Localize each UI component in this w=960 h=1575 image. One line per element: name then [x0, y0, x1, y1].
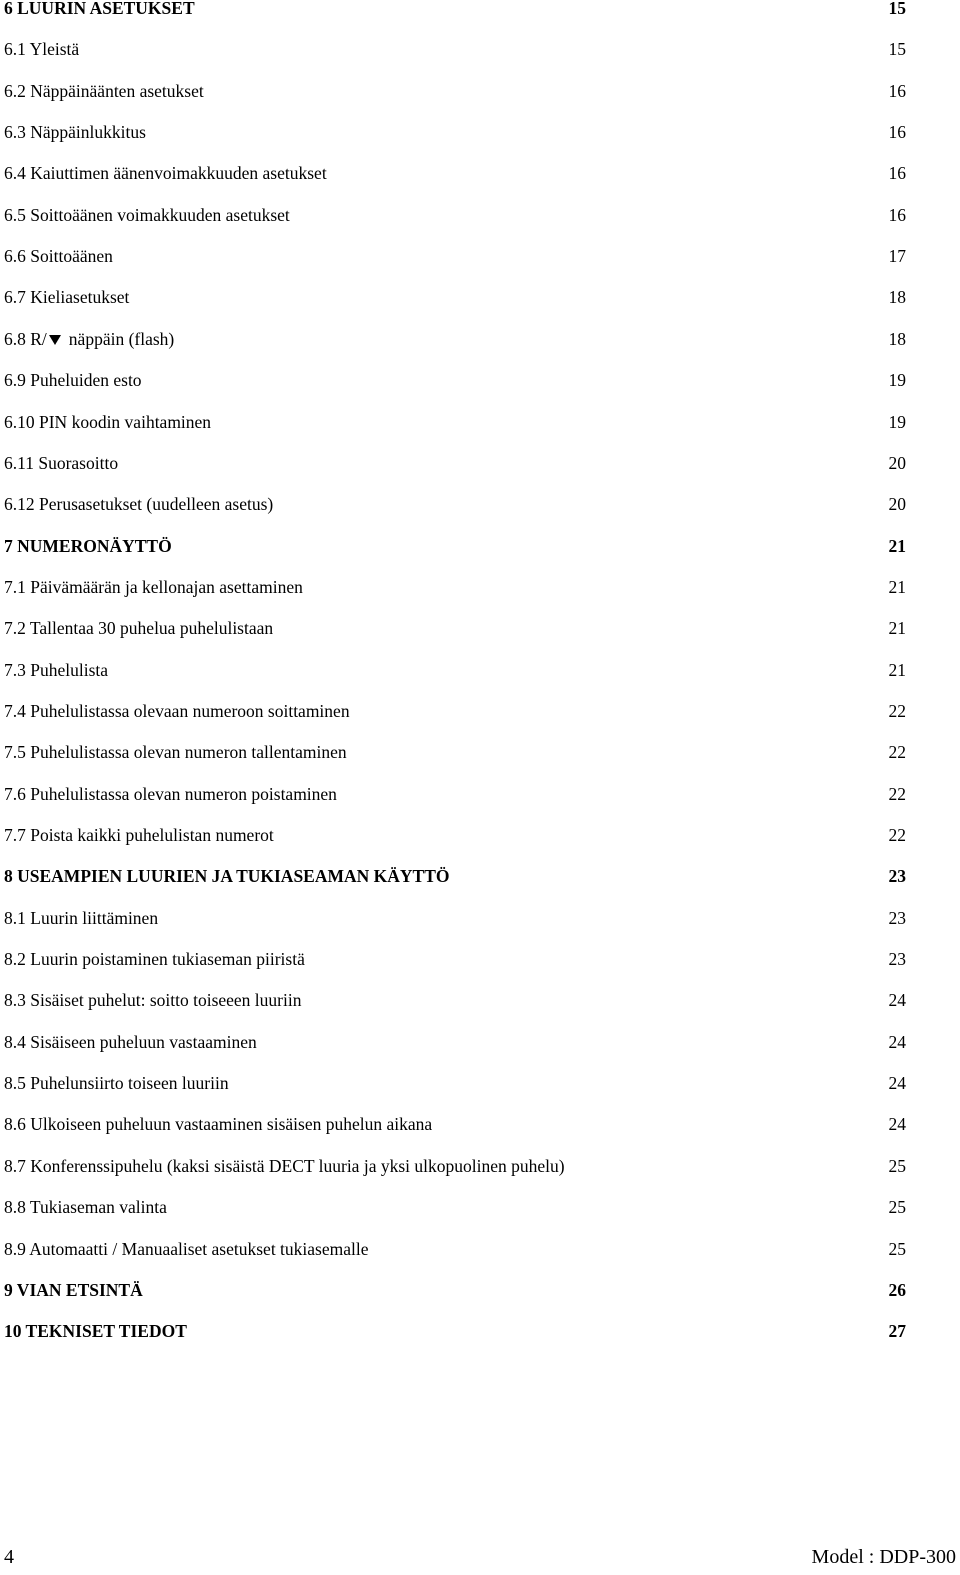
toc-row	[4, 163, 906, 204]
toc-entry-title	[4, 329, 174, 349]
toc-entry-page: 25	[888, 1155, 906, 1176]
toc-entry-page: 24	[888, 990, 906, 1011]
toc-row	[4, 1156, 906, 1197]
toc-row	[4, 1280, 906, 1321]
toc-entry-page: 24	[888, 1114, 906, 1135]
toc-entry-page: 22	[888, 825, 906, 845]
toc-entry-title: 7.6 Puhelulistassa olevan numeron poistaminen	[4, 783, 337, 804]
toc-row	[4, 784, 906, 825]
toc-entry-page: 26	[888, 1279, 906, 1300]
toc-row	[4, 39, 906, 80]
toc-entry-title: 7.1 Päivämäärän ja kellonajan asettaminen	[4, 576, 303, 597]
toc-entry-page: 21	[888, 535, 906, 556]
toc-entry-title: 6.10 PIN koodin vaihtaminen	[4, 411, 212, 432]
toc-entry-title: 6.6 Soittoäänen	[4, 246, 113, 267]
toc-entry-page: 21	[888, 576, 906, 597]
toc-entry-page: 21	[888, 618, 906, 639]
down-triangle-icon	[49, 335, 61, 345]
toc-row	[4, 329, 906, 370]
toc-row	[4, 1197, 906, 1238]
toc-row	[4, 494, 906, 535]
toc-entry-page: 17	[888, 246, 906, 267]
toc-entry-title: 8.9 Automaatti / Manuaaliset asetukset tukiasemalle	[4, 1238, 369, 1259]
toc-entry-page: 18	[888, 287, 906, 308]
toc-row	[4, 536, 906, 577]
toc-row	[4, 577, 906, 618]
footer-model: Model : DDP-300	[811, 1546, 956, 1568]
toc-row	[4, 825, 906, 866]
toc-entry-page: 25	[888, 1238, 906, 1259]
toc-entry-title: 6.3 Näppäinlukkitus	[4, 122, 146, 143]
toc-entry-title: 8.6 Ulkoiseen puheluun vastaaminen sisäisen puhelun aikana	[4, 1114, 433, 1135]
toc-entry-page: 24	[888, 1073, 906, 1094]
toc-entry-page: 23	[888, 907, 906, 928]
toc-entry-page: 15	[888, 39, 906, 60]
toc-entry-page: 19	[888, 411, 906, 432]
toc-entry-page: 16	[888, 80, 906, 101]
toc-entry-title: 8.7 Konferenssipuhelu (kaksi sisäistä DECT luuria ja yksi ulkopuolinen puhelu)	[4, 1155, 565, 1176]
toc-row	[4, 990, 906, 1031]
toc-entry-page: 23	[888, 949, 906, 970]
toc-row	[4, 1321, 906, 1362]
toc-entry-title: 8 USEAMPIEN LUURIEN JA TUKIASEAMAN KÄYTTÖ	[4, 866, 450, 887]
toc-entry-page: 22	[888, 700, 906, 721]
toc-entry-page: 22	[888, 742, 906, 763]
toc-entry-page: 19	[888, 370, 906, 391]
toc-entry-title: 8.1 Luurin liittäminen	[4, 907, 159, 928]
toc-entry-title: 6.7 Kieliasetukset	[4, 287, 130, 308]
toc-entry-page: 16	[888, 204, 906, 225]
toc-entry-title-prefix: 6.8 R/	[4, 328, 47, 349]
toc-entry-title: 6.12 Perusasetukset (uudelleen asetus)	[4, 494, 274, 515]
toc-row	[4, 246, 906, 287]
toc-row	[4, 660, 906, 701]
toc-entry-page: 23	[888, 866, 906, 887]
toc-entry-title: 6.1 Yleistä	[4, 39, 80, 60]
toc-entry-title-suffix: näppäin (flash)	[68, 328, 175, 349]
toc-row	[4, 1239, 906, 1280]
toc-row	[4, 370, 906, 411]
toc-entry-page: 16	[888, 122, 906, 143]
toc-entry-title: 8.2 Luurin poistaminen tukiaseman piiristä	[4, 949, 305, 970]
toc-entry-title: 8.5 Puhelunsiirto toiseen luuriin	[4, 1073, 229, 1094]
toc-entry-title: 6.11 Suorasoitto	[4, 452, 119, 473]
toc-entry-title: 7 NUMERONÄYTTÖ	[4, 535, 172, 556]
toc-entry-title: 7.5 Puhelulistassa olevan numeron tallentaminen	[4, 742, 347, 763]
toc-entry-page: 18	[888, 328, 906, 349]
toc-row	[4, 412, 906, 453]
toc-entry-page: 22	[888, 783, 906, 804]
toc-entry-title: 8.3 Sisäiset puhelut: soitto toiseeen luuriin	[4, 990, 302, 1011]
toc-row	[4, 453, 906, 494]
toc-entry-page: 27	[888, 1321, 906, 1342]
toc-entry-page: 24	[888, 1031, 906, 1052]
toc-entry-page: 25	[888, 1197, 906, 1218]
toc-row	[4, 1114, 906, 1155]
toc-entry-title: 8.8 Tukiaseman valinta	[4, 1197, 167, 1218]
toc-entry-title: 7.7 Poista kaikki puhelulistan numerot	[4, 825, 274, 845]
toc-entry-page: 20	[888, 452, 906, 473]
toc-row	[4, 618, 906, 659]
toc-entry-page: 21	[888, 659, 906, 680]
toc-row	[4, 205, 906, 246]
toc-entry-title: 6 LUURIN ASETUKSET	[4, 0, 195, 18]
toc-row	[4, 1073, 906, 1114]
toc-entry-title: 7.2 Tallentaa 30 puhelua puhelulistaan	[4, 618, 274, 639]
toc-entry-title: 6.9 Puheluiden esto	[4, 370, 142, 391]
toc-entry-title: 7.3 Puhelulista	[4, 659, 109, 680]
toc-row	[4, 81, 906, 122]
toc-entry-title: 7.4 Puhelulistassa olevaan numeroon soittaminen	[4, 700, 350, 721]
toc-row	[4, 1032, 906, 1073]
toc-row	[4, 949, 906, 990]
toc-entry-title: 6.4 Kaiuttimen äänenvoimakkuuden asetukset	[4, 163, 327, 184]
footer-page-number: 4	[4, 1546, 14, 1568]
toc-row	[4, 908, 906, 949]
toc-entry-title: 8.4 Sisäiseen puheluun vastaaminen	[4, 1031, 257, 1052]
toc-row	[4, 122, 906, 163]
toc-entry-title: 9 VIAN ETSINTÄ	[4, 1279, 143, 1300]
toc-entry-title: 10 TEKNISET TIEDOT	[4, 1321, 187, 1342]
toc-entry-title: 6.5 Soittoäänen voimakkuuden asetukset	[4, 204, 290, 225]
toc-row	[4, 701, 906, 742]
toc-entry-page: 16	[888, 163, 906, 184]
toc-entry-title: 6.2 Näppäinäänten asetukset	[4, 80, 204, 101]
toc-entry-page: 15	[888, 0, 906, 18]
toc-row	[4, 0, 906, 39]
toc-row	[4, 742, 906, 783]
toc-entry-page: 20	[888, 494, 906, 515]
toc-row	[4, 287, 906, 328]
toc-row	[4, 866, 906, 907]
